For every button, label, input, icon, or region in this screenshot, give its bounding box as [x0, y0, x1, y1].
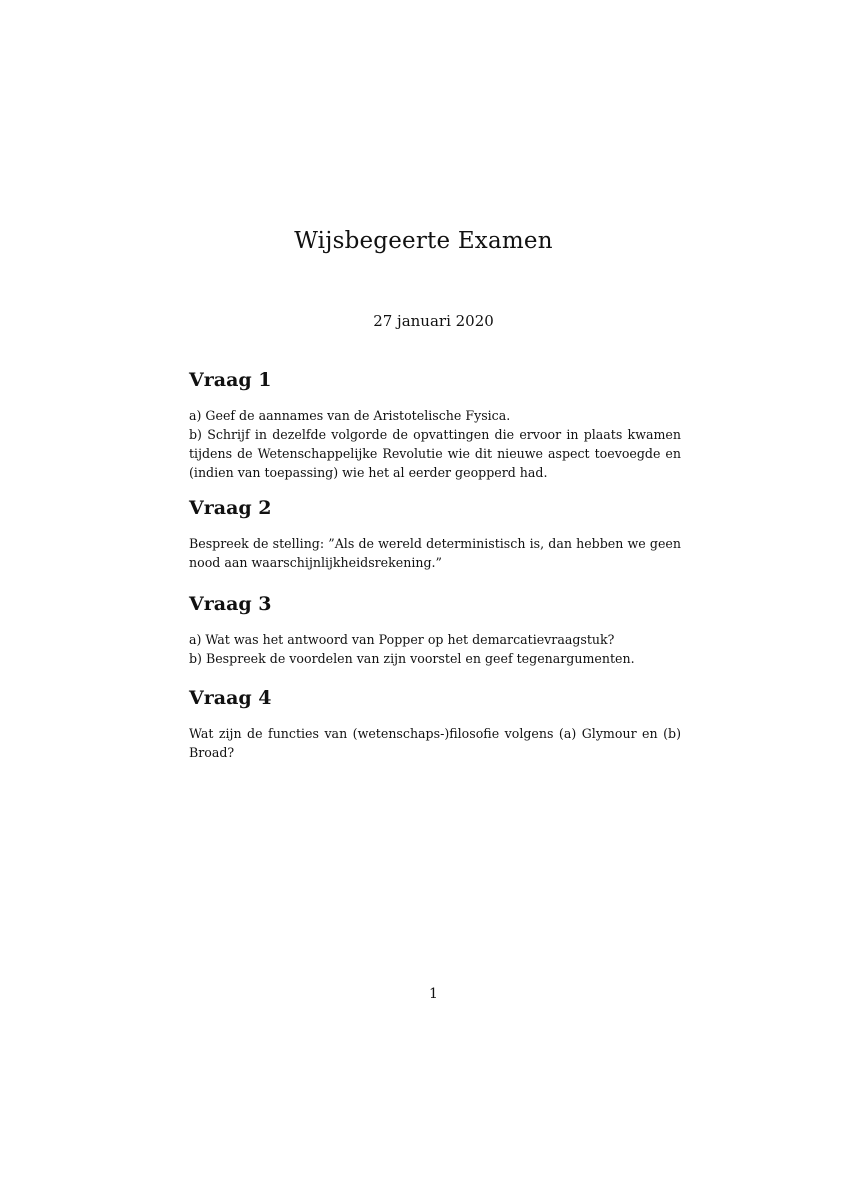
question-heading: Vraag 4	[189, 687, 272, 709]
question-body	[189, 724, 681, 762]
document-date: 27 januari 2020	[373, 312, 494, 330]
question-line: b) Bespreek de voordelen van zijn voorstel en geef tegenargumenten.	[189, 651, 635, 666]
document-title: Wijsbegeerte Examen	[294, 228, 553, 254]
question-body	[189, 630, 681, 668]
question-2	[189, 496, 681, 572]
question-line: Wat zijn de functies van (wetenschaps-)filosofie volgens (a) Glymour en (b) Broad?	[189, 726, 681, 760]
question-1	[189, 368, 681, 482]
question-heading: Vraag 3	[189, 593, 272, 615]
question-line: a) Geef de aannames van de Aristotelische Fysica.	[189, 408, 511, 423]
question-line: a) Wat was het antwoord van Popper op het demarcatievraagstuk?	[189, 632, 615, 647]
question-line: Bespreek de stelling: ”Als de wereld deterministisch is, dan hebben we geen nood aan waarschijnlijkheidsrekening.”	[189, 536, 681, 570]
page-number: 1	[429, 986, 438, 1002]
question-body	[189, 406, 681, 482]
question-body	[189, 534, 681, 572]
question-heading: Vraag 1	[189, 369, 272, 391]
question-4	[189, 686, 681, 762]
question-line: b) Schrijf in dezelfde volgorde de opvattingen die ervoor in plaats kwamen tijdens de Wetenschappelijke Revolutie wie dit nieuwe aspect toevoegde en (indien van toepassing) wie het al eerder geopperd had.	[189, 427, 681, 480]
question-3	[189, 592, 681, 668]
question-heading: Vraag 2	[189, 497, 272, 519]
